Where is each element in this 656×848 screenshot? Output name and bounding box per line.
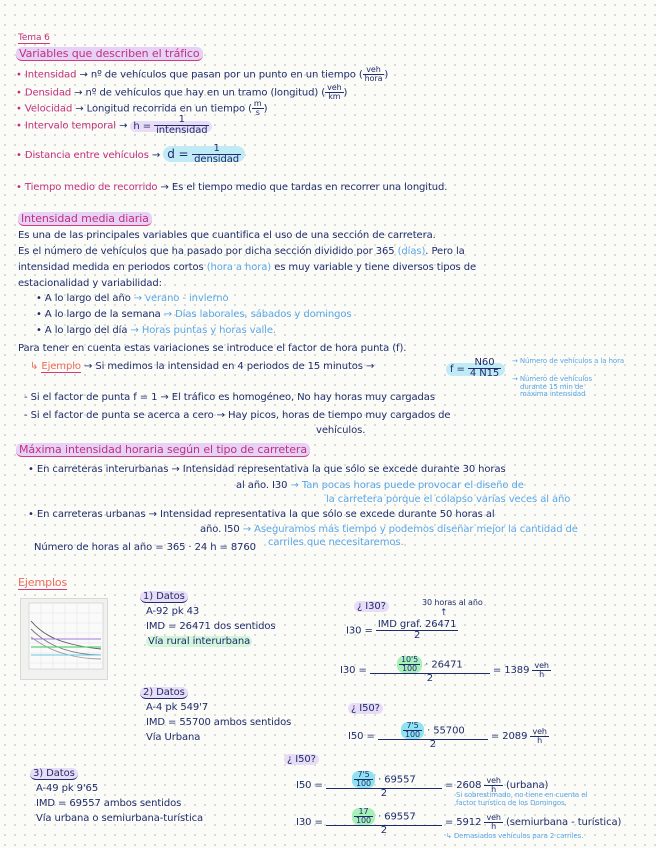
n15-note: → Número de vehículos durante 15 min de máxima intensidad: [512, 375, 592, 399]
var-tiempo: • Tiempo medio de recorrido → Es el tiempo medio que tardas en recorrer una longitud.: [16, 182, 448, 193]
n60-note: → Número de vehículos a la hora: [512, 357, 625, 365]
imd-p5: Para tener en cuenta estas variaciones se introduce el factor de hora punta (f).: [18, 343, 407, 354]
imd-p2: Es el número de vehículos que ha pasado por dicha sección dividido por 365 (días). Pero la: [18, 246, 465, 257]
factor-s2b: vehículos.: [316, 425, 366, 436]
tema-label: Tema 6: [18, 33, 50, 43]
section-title-imd: Intensidad media diaria: [18, 212, 152, 225]
datos-1: 1) Datos A-92 pk 43 IMD = 26471 dos sentidos Vía rural interurbana: [140, 589, 276, 649]
eq-1: I30 = $\frac{\text{IMD graf. 26471}}{2}$: [346, 619, 457, 641]
imd-p3: intensidad medida en periodos cortos (hora a hora) es muy variable y tiene diversos tipos de: [18, 262, 477, 273]
max-i1a: • En carreteras interurbanas → Intensidad representativa la que sólo se excede durante 30 horas: [28, 464, 506, 475]
var-distancia: • Distancia entre vehículos → d = $\frac{1}{\text{densidad}}$: [16, 144, 245, 165]
datos-2: 2) Datos A-4 pk 549'7 IMD = 55700 ambos sentidos Vía Urbana: [140, 685, 291, 745]
datos-3: 3) Datos A-49 pk 9'65 IMD = 69557 ambos sentidos Vía urbana o semiurbana-turística: [30, 766, 203, 826]
note-sobrestimado: Si sobrestimado, no tiene en cuenta el factor turístico de los Domingos.: [456, 791, 588, 807]
eq-2: I30 = $\frac{10'5}{100}$ · 26471 2 = 1389 $\frac{\text{veh}}{h}$: [340, 655, 549, 684]
question-1: ¿ I30?: [354, 601, 389, 612]
factor-s1: - Si el factor de punta f = 1 → El tráfico es homogéneo, No hay horas muy cargadas: [24, 392, 435, 403]
graph-thumbnail: [20, 598, 108, 680]
graph-thumbnail-svg: [21, 599, 107, 679]
question-3: ¿ I50?: [284, 754, 319, 765]
imd-p1: Es una de las principales variables que cuantifica el uso de una sección de carretera.: [18, 230, 436, 241]
max-i2d: carriles que necesitaremos.: [268, 537, 404, 548]
var-intervalo: • Intervalo temporal → h = $\frac{1}{\text{intensidad}}$: [16, 115, 212, 136]
anno-30-horas: 30 horas al año: [422, 598, 483, 607]
imd-bullet-day: • A lo largo del día → Horas puntas y horas valle.: [36, 325, 276, 336]
section-title-maxima: Máxima intensidad horaria según el tipo de carretera: [16, 443, 310, 456]
max-i1d: la carretera porque el colapso varias veces al año: [326, 494, 571, 505]
factor-s2: - Si el factor de punta se acerca a cero → Hay picos, horas de tiempo muy cargados de: [24, 410, 451, 421]
imd-p4: estacionalidad y variabilidad:: [18, 278, 162, 289]
eq-4: I50 = $\frac{7'5}{100}$ · 69557 2 = 2608 $\frac{\text{veh}}{h}$ (urbana): [296, 770, 549, 799]
var-velocidad: • Velocidad → Longitud recorrida en un tiempo ( $\frac{m}{s}$ ): [16, 99, 268, 117]
imd-bullet-year: • A lo largo del año → verano - invierno: [36, 293, 229, 304]
question-2: ¿ I50?: [348, 703, 383, 714]
section-title-ejemplos: Ejemplos: [18, 576, 68, 589]
var-intensidad: • Intensidad → nº de vehículos que pasan por un punto en un tiempo ( $\frac{\text{veh}}{\text{hora}}$ ): [16, 65, 389, 83]
max-horas: Número de horas al año = 365 · 24 h = 8760: [34, 542, 256, 553]
note-demasiados: ↳ Demasiados vehículos para 2 carriles.: [446, 832, 584, 840]
imd-bullet-week: • A lo largo de la semana → Días laborales, sábados y domingos: [36, 309, 352, 320]
max-i2a: • En carreteras urbanas → Intensidad representativa la que sólo se excede durante 50 horas al: [28, 509, 495, 520]
var-densidad: • Densidad → nº de vehículos que hay en un tramo (longitud) ( $\frac{\text{veh}}{km}$ ): [16, 83, 348, 101]
max-i2b: año. I50 → Aseguramos más tiempo y podemos diseñar mejor la cantidad de: [200, 524, 578, 535]
ejemplo-line: ↳ Ejemplo → Si medimos la intensidad en 4 periodos de 15 minutos →: [30, 361, 375, 372]
section-title-variables: Variables que describen el tráfico: [16, 47, 203, 60]
max-i1b: al año. I30 → Tan pocas horas puede provocar el diseño de: [236, 480, 524, 491]
eq-3: I50 = $\frac{7'5}{100}$ · 55700 2 = 2089 $\frac{\text{veh}}{h}$: [348, 721, 547, 750]
factor-formula: f = $\frac{N60}{4 N15}$: [446, 358, 505, 379]
arrow-up: ↑: [440, 608, 448, 618]
eq-5: I30 = $\frac{17}{100}$ · 69557 2 = 5912 $\frac{\text{veh}}{h}$ (semiurbana - turística): [296, 807, 622, 836]
